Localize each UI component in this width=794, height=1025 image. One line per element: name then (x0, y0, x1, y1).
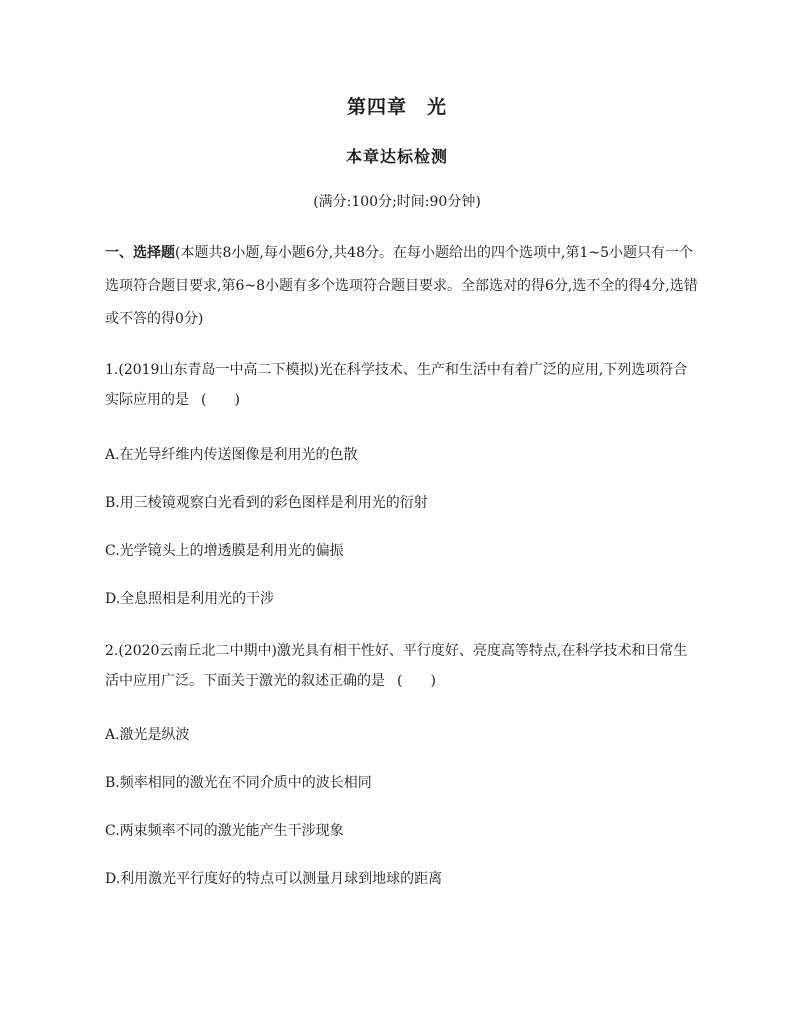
answer-blank: ( ) (201, 392, 240, 408)
question-1-option-d: D.全息照相是利用光的干涉 (105, 591, 275, 607)
question-1-option-c: C.光学镜头上的增透膜是利用光的偏振 (105, 543, 344, 559)
question-2-option-c: C.两束频率不同的激光能产生干涉现象 (105, 823, 344, 839)
question-2-option-b: B.频率相同的激光在不同介质中的波长相同 (105, 775, 372, 791)
question-text: 激光具有相干性好、平行度好、亮度高等特点,在科学技术和日常生活中应用广泛。下面关于激光的叙述正确的是 (105, 643, 688, 689)
answer-blank: ( ) (397, 673, 436, 689)
question-2-stem (105, 636, 695, 696)
question-source: (2019山东青岛一中高二下模拟) (118, 362, 319, 378)
question-2-option-a: A.激光是纵波 (105, 727, 190, 743)
question-1-option-a: A.在光导纤维内传送图像是利用光的色散 (105, 447, 358, 463)
question-text: 光在科学技术、生产和生活中有着广泛的应用,下列选项符合实际应用的是 (105, 362, 688, 408)
question-number: 1. (105, 362, 119, 378)
question-source: (2020云南丘北二中期中) (118, 643, 277, 659)
section-description: (本题共8小题,每小题6分,共48分。在每小题给出的四个选项中,第1~5小题只有一个选项符合题目要求,第6~8小题有多个选项符合题目要求。全部选对的得6分,选不全的得4分,选错或不答的得0分) (105, 245, 698, 327)
exam-info: (满分:100分;时间:90分钟) (313, 194, 481, 210)
chapter-title: 第四章 光 (346, 96, 447, 118)
section-intro (105, 237, 700, 336)
question-2-option-d: D.利用激光平行度好的特点可以测量月球到地球的距离 (105, 871, 443, 887)
section-heading: 一、选择题 (105, 245, 175, 261)
question-number: 2. (105, 643, 119, 659)
question-1-stem (105, 355, 695, 415)
page-subtitle: 本章达标检测 (345, 147, 448, 166)
question-1-option-b: B.用三棱镜观察白光看到的彩色图样是利用光的衍射 (105, 495, 428, 511)
